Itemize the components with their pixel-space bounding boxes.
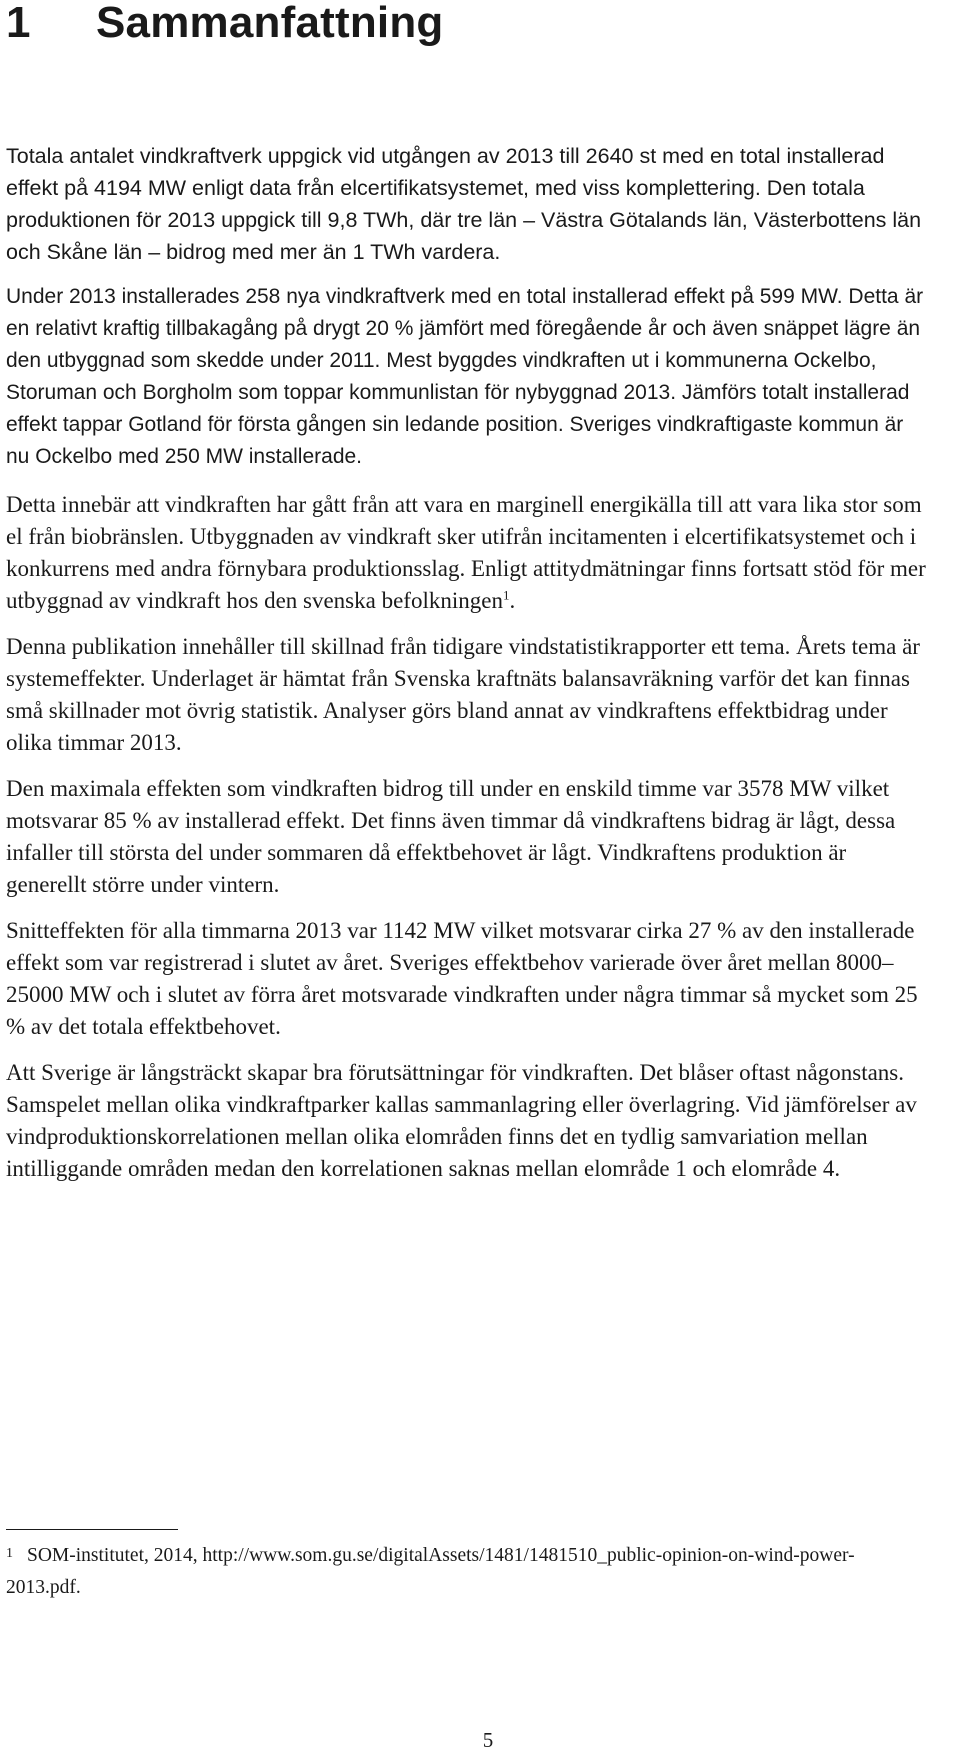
section-heading	[6, 0, 444, 46]
paragraph-4: Denna publikation innehåller till skillnad från tidigare vindstatistikrapporter ett tema. Årets tema är systemeffekter. Underlaget är hämtat från Svenska kraftnäts balansavräkning varför det kan finnas små skillnader mot övrig statistik. Analyser görs bland annat av vindkraftens effektbidrag under olika timmar 2013.	[6, 634, 920, 755]
footnote-reference[interactable]: 1	[502, 587, 510, 603]
paragraph-2: Under 2013 installerades 258 nya vindkraftverk med en total installerad effekt på 599 MW. Detta är en relativt kraftig tillbakagång på drygt 20 % jämfört med föregående år och även snäppet lägre än den utbyggnad som skedde under 2011. Mest byggdes vindkraften ut i kommunerna Ockelbo, Storuman och Borgholm som toppar kommunlistan för nybyggnad 2013. Jämförs totalt installerad effekt tappar Gotland för första gången sin ledande position. Sveriges vindkraftigaste kommun är nu Ockelbo med 250 MW installerade.	[6, 285, 924, 468]
paragraph-3	[6, 489, 926, 617]
page-number: 5	[482, 1728, 494, 1752]
body-text	[6, 140, 926, 1199]
section-title: Sammanfattning	[96, 0, 444, 47]
paragraph-6: Snitteffekten för alla timmarna 2013 var 1142 MW vilket motsvarar cirka 27 % av den installerade effekt som var registrerad i slutet av året. Sveriges effektbehov varierade över året mellan 8000–25000 MW och i slutet av förra året motsvarade vindkraften under några timmar så mycket som 25 % av det totala effektbehovet.	[6, 918, 918, 1039]
footnote-text[interactable]: SOM-institutet, 2014, http://www.som.gu.se/digitalAssets/1481/1481510_public-opinion-on-wind-power-2013.pdf.	[6, 1545, 855, 1598]
paragraph-5: Den maximala effekten som vindkraften bidrog till under en enskild timme var 3578 MW vilket motsvarar 85 % av installerad effekt. Det finns även timmar då vindkraftens bidrag är lågt, dessa infaller till största del under sommaren då effektbehovet är lågt. Vindkraftens produktion är generellt större under vintern.	[6, 776, 896, 897]
section-number: 1	[6, 0, 31, 47]
footnote-divider	[6, 1529, 178, 1530]
footnote-marker: 1	[6, 1546, 13, 1561]
paragraph-7: Att Sverige är långsträckt skapar bra förutsättningar för vindkraften. Det blåser oftast någonstans. Samspelet mellan olika vindkraftparker kallas sammanlagring eller överlagring. Vid jämförelser av vindproduktionskorrelationen mellan olika elområden finns det en tydlig samvariation mellan intilliggande områden medan den korrelationen saknas mellan elområde 1 och elområde 4.	[6, 1060, 917, 1181]
paragraph-3-text: Detta innebär att vindkraften har gått från att vara en marginell energikälla till att vara lika stor som el från biobränslen. Utbyggnaden av vindkraft sker utifrån incitamenten i elcertifikatsystemet och i konkurrens med andra förnybara produktionsslag. Enligt attitydmätningar finns fortsatt stöd för mer utbyggnad av vindkraft hos den svenska befolkningen	[6, 492, 926, 613]
paragraph-3-period: .	[509, 588, 516, 613]
footnote	[6, 1540, 926, 1604]
paragraph-1: Totala antalet vindkraftverk uppgick vid utgången av 2013 till 2640 st med en total installerad effekt på 4194 MW enligt data från elcertifikatsystemet, med viss komplettering. Den totala produktionen för 2013 uppgick till 9,8 TWh, där tre län – Västra Götalands län, Västerbottens län och Skåne län – bidrog med mer än 1 TWh vardera.	[6, 144, 922, 264]
